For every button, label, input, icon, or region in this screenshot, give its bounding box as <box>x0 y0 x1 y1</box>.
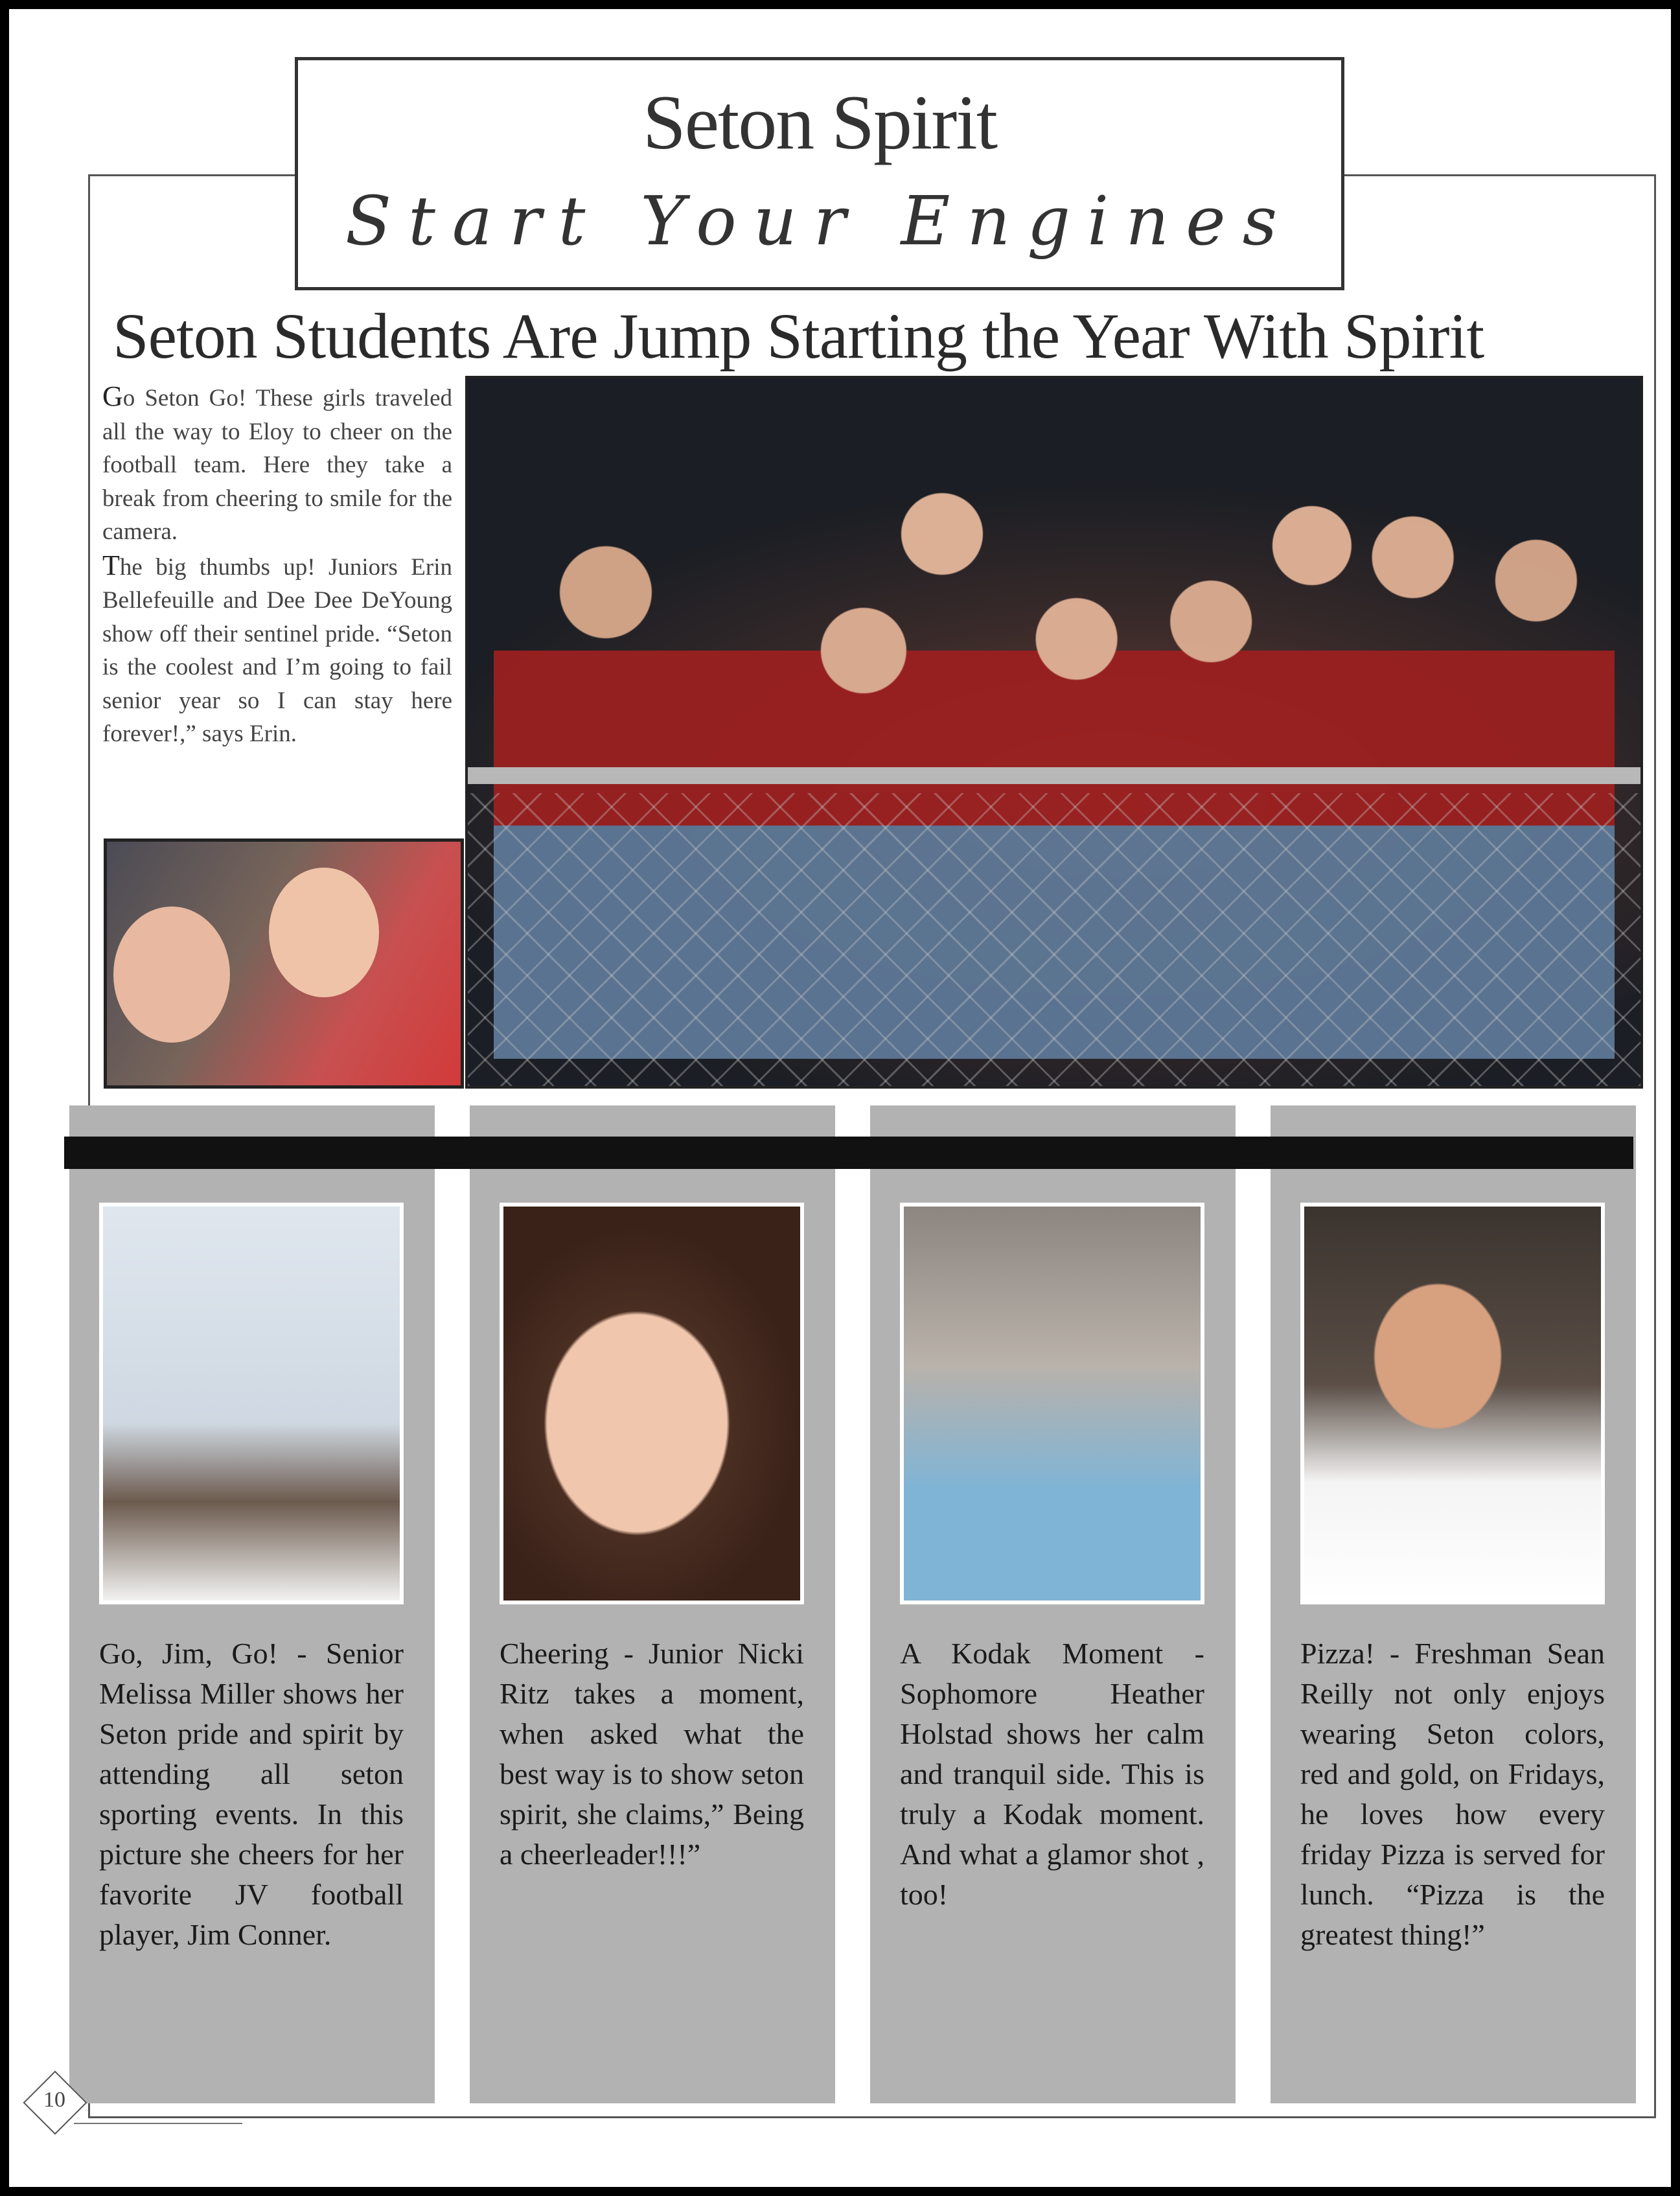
page-subtitle: Start Your Engines <box>345 181 1295 260</box>
caption-column-2 <box>470 1105 835 2103</box>
column-photo <box>99 1203 404 1604</box>
intro-paragraph-1-text: o Seton Go! These girls traveled all the way to Eloy to cheer on the football team. Here they take a break from cheering to smile for the camera. <box>102 385 452 545</box>
page-title: Seton Spirit <box>642 79 997 165</box>
drop-letter: G <box>102 380 123 412</box>
page-number-badge <box>22 2070 87 2134</box>
intro-paragraph-1 <box>102 380 452 549</box>
drop-letter: T <box>102 549 120 581</box>
column-photo <box>1300 1203 1605 1604</box>
divider-bar <box>64 1137 1633 1169</box>
photo-face <box>113 907 230 1043</box>
caption-column-1 <box>69 1105 435 2103</box>
column-photo <box>500 1203 804 1604</box>
yearbook-page <box>9 9 1671 2187</box>
photo-fence-rail <box>468 767 1640 784</box>
caption-text: A Kodak Moment - Sophomore Heather Holstad shows her calm and tranquil side. This is truly a Kodak moment. And what a glamor shot , too! <box>900 1637 1204 1911</box>
caption-text: Go, Jim, Go! - Senior Melissa Miller shows her Seton pride and spirit by attending all seton sporting events. In this picture she cheers for her favorite JV football player, Jim Conner. <box>99 1637 404 1951</box>
page-number: 10 <box>43 2088 65 2112</box>
caption-column-3 <box>870 1105 1236 2103</box>
headline: Seton Students Are Jump Starting the Year With Spirit <box>113 300 1484 372</box>
photo-face <box>269 868 379 997</box>
small-photo <box>104 838 464 1089</box>
caption-text: Cheering - Junior Nicki Ritz takes a moment, when asked what the best way is to show seton spirit, she claims,” Being a cheerleader!!!” <box>500 1637 804 1871</box>
intro-paragraph-2-text: he big thumbs up! Juniors Erin Bellefeuille and Dee Dee DeYoung show off their sentinel pride. “Seton is the coolest and I’m going to fail senior year so I can stay here forever!,” says Erin. <box>102 553 452 747</box>
intro-text <box>102 380 452 751</box>
title-box <box>295 57 1344 290</box>
intro-paragraph-2 <box>102 549 452 751</box>
caption-column-4 <box>1271 1105 1636 2103</box>
column-photo <box>900 1203 1204 1604</box>
main-photo <box>465 376 1643 1089</box>
caption-text: Pizza! - Freshman Sean Reilly not only enjoys wearing Seton colors, red and gold, on Fridays, he loves how every friday Pizza is served for lunch. “Pizza is the greatest thing!” <box>1300 1637 1605 1951</box>
page-number-rule <box>74 2123 242 2124</box>
photo-fence <box>468 793 1640 1086</box>
